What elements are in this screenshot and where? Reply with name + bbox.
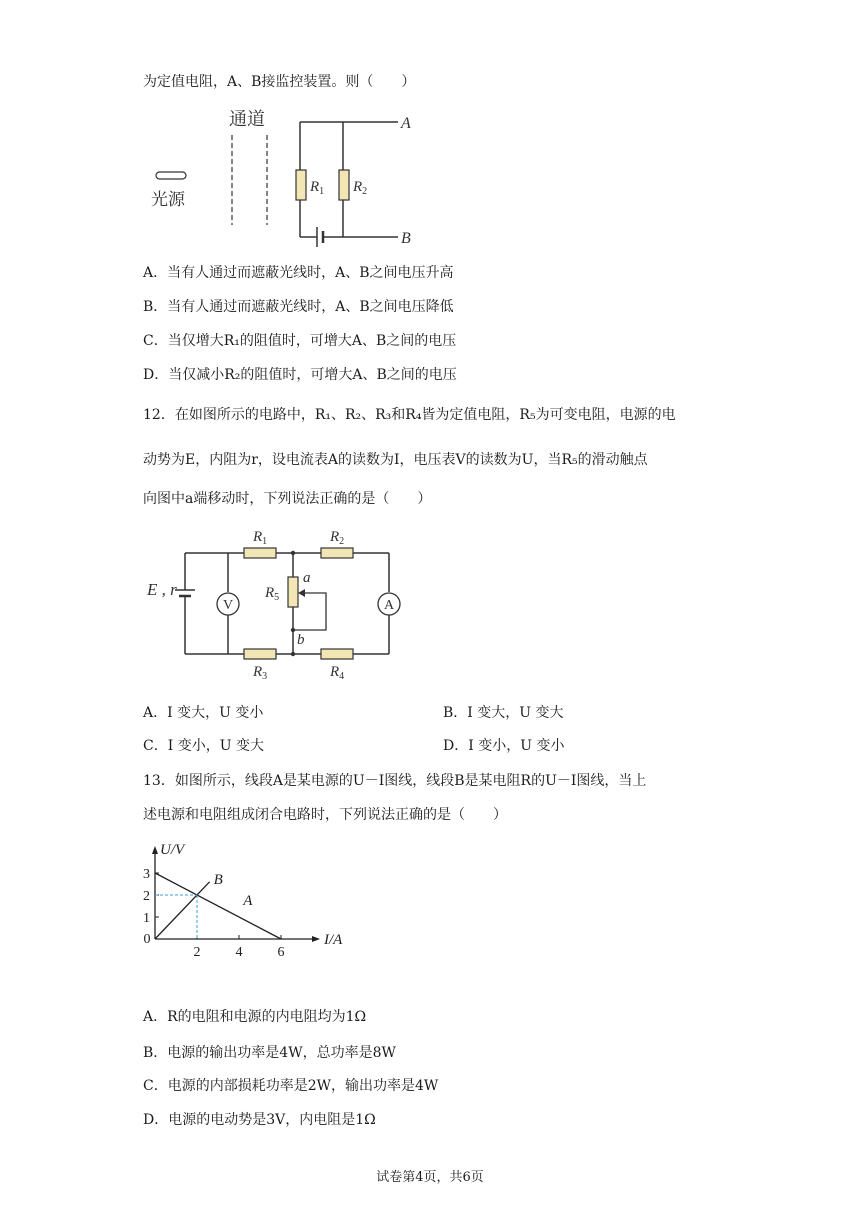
source-label: E , r — [147, 580, 177, 599]
y-axis-arrow — [152, 846, 158, 854]
r2-label: $R_2$ — [353, 179, 368, 197]
r3-label: $R_3$ — [253, 664, 268, 682]
r1-label: $R_1$ — [310, 179, 325, 197]
voltmeter-label: V — [222, 598, 234, 613]
q12-circuit-figure — [143, 520, 423, 680]
q12-stem-line-3: 向图中a端移动时，下列说法正确的是（ ） — [143, 491, 432, 507]
resistor-r1 — [244, 548, 276, 558]
resistor-r3 — [244, 649, 276, 659]
y-tick-label: 2 — [143, 889, 150, 904]
q13-option-d: D．电源的电动势是3V，内电阻是1Ω — [143, 1112, 376, 1128]
page-footer: 试卷第4页，共6页 — [376, 1170, 484, 1185]
q12-stem-line-1: 12．在如图所示的电路中，R₁、R₂、R₃和R₄皆为定值电阻，R₅为可变电阻，电源的电 — [143, 407, 676, 423]
slider-arrow — [298, 589, 305, 597]
resistor-r4 — [321, 649, 353, 659]
r4-label: $R_4$ — [330, 664, 345, 682]
q12-option-c: C．I 变小，U 变大 — [143, 738, 264, 754]
ammeter-label: A — [383, 598, 395, 613]
terminal-b: B — [401, 230, 411, 247]
resistor-r2 — [321, 548, 353, 558]
r2-label: $R_2$ — [330, 529, 345, 547]
r1-label: $R_1$ — [253, 529, 268, 547]
y-axis-label: U/V — [160, 842, 185, 858]
q12-option-d: D．I 变小，U 变小 — [443, 738, 565, 754]
resistor-r2 — [339, 170, 349, 200]
end-b-label: b — [297, 632, 305, 648]
resistor-r5 — [288, 577, 298, 607]
series-line-b — [155, 882, 210, 939]
q12-option-a: A．I 变大，U 变小 — [143, 705, 264, 721]
q11-option-c: C．当仅增大R₁的阻值时，可增大A、B之间的电压 — [143, 333, 457, 349]
q13-ui-chart — [140, 835, 360, 965]
x-axis-arrow — [312, 936, 320, 942]
terminal-a: A — [401, 115, 411, 132]
light-source-label: 光源 — [151, 190, 185, 209]
q13-option-c: C．电源的内部损耗功率是2W，输出功率是4W — [143, 1078, 439, 1094]
x-tick-label: 4 — [235, 945, 243, 960]
x-tick-label: 6 — [277, 945, 285, 960]
light-source-icon — [156, 172, 186, 179]
q12-stem-line-2: 动势为E，内阻为r，设电流表A的读数为I，电压表V的读数为U，当R₅的滑动触点 — [143, 452, 648, 468]
x-tick-label: 2 — [193, 945, 201, 960]
series-label-a: A — [243, 892, 253, 909]
y-tick-label: 3 — [143, 867, 150, 882]
q13-stem-line-1: 13．如图所示，线段A是某电源的U－I图线，线段B是某电阻R的U－I图线，当上 — [143, 773, 647, 789]
q12-option-b: B．I 变大，U 变大 — [443, 705, 564, 721]
y-tick-label: 1 — [143, 911, 150, 926]
q11-stem-tail: 为定值电阻，A、B接监控装置。则（ ） — [143, 74, 416, 90]
q11-option-a: A．当有人通过而遮蔽光线时，A、B之间电压升高 — [143, 265, 454, 281]
q11-option-b: B．当有人通过而遮蔽光线时，A、B之间电压降低 — [143, 299, 454, 315]
r5-label: $R_5$ — [265, 585, 280, 603]
series-label-b: B — [213, 871, 223, 888]
resistor-r1 — [296, 170, 306, 200]
x-axis-label: I/A — [324, 932, 343, 948]
q13-stem-line-2: 述电源和电阻组成闭合电路时，下列说法正确的是（ ） — [143, 807, 507, 823]
x-tick-label: 0 — [143, 932, 151, 947]
end-a-label: a — [303, 570, 311, 586]
q11-circuit-figure — [143, 105, 443, 255]
q13-option-b: B．电源的输出功率是4W，总功率是8W — [143, 1045, 396, 1061]
q13-option-a: A．R的电阻和电源的内电阻均为1Ω — [143, 1009, 367, 1025]
q11-option-d: D．当仅减小R₂的阻值时，可增大A、B之间的电压 — [143, 367, 457, 383]
corridor-label: 通道 — [229, 109, 265, 129]
